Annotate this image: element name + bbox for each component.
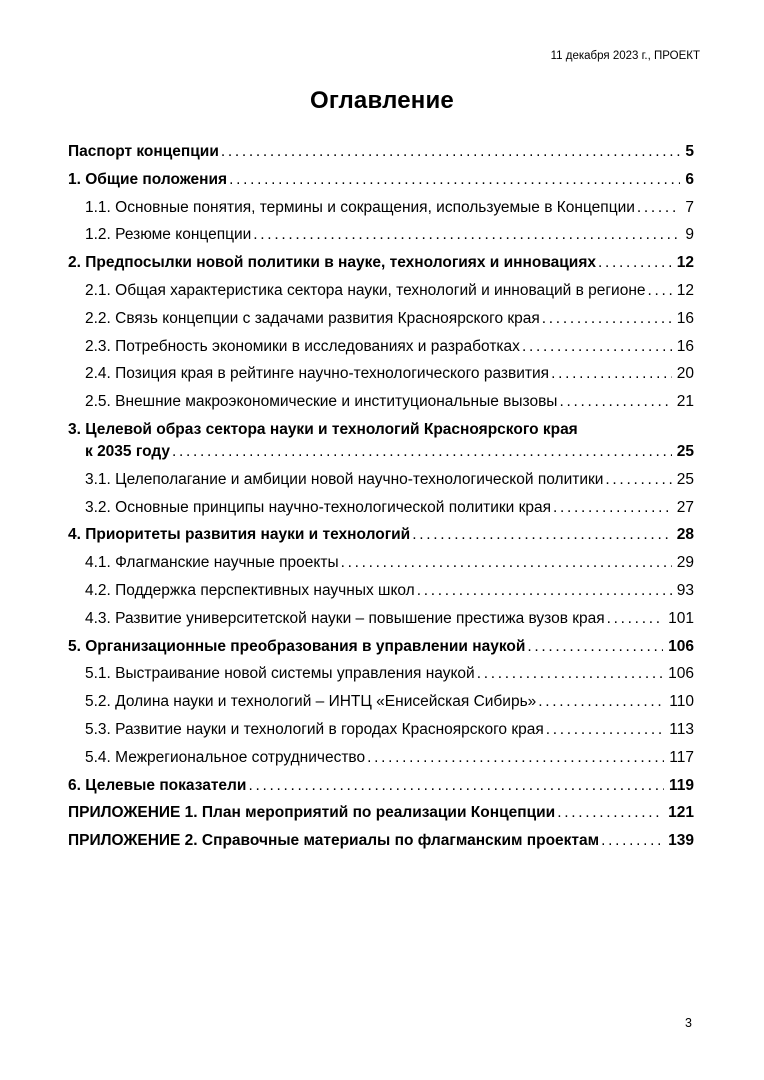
- toc-entry-label: ПРИЛОЖЕНИЕ 1. План мероприятий по реализации Концепции: [68, 804, 556, 822]
- toc-entry-page: 93: [676, 581, 694, 599]
- header-date: 11 декабря 2023 г., ПРОЕКТ: [550, 50, 700, 62]
- toc-entry[interactable]: [68, 252, 694, 273]
- toc-entry-page: 9: [685, 226, 694, 244]
- toc-entry-label: 1.1. Основные понятия, термины и сокращения, используемые в Концепции: [85, 198, 635, 216]
- toc-entry[interactable]: [68, 802, 694, 823]
- toc-dot-leader: [559, 391, 671, 412]
- toc-dot-leader: [477, 663, 663, 684]
- toc-entry-label: 1.2. Резюме концепции: [85, 226, 252, 244]
- toc-entry-label: 4.2. Поддержка перспективных научных школ: [85, 581, 415, 599]
- toc-dot-leader: [557, 802, 663, 823]
- toc-entry-page: 12: [676, 254, 694, 272]
- toc-entry-label: 4.3. Развитие университетской науки – повышение престижа вузов края: [85, 609, 605, 627]
- toc-entry-page: 20: [676, 365, 694, 383]
- toc-entry-label: к 2035 году: [85, 442, 171, 460]
- toc-entry-label: Паспорт концепции: [68, 143, 219, 160]
- toc-entry-label: 5.4. Межрегиональное сотрудничество: [85, 748, 366, 766]
- toc-dot-leader: [607, 608, 663, 629]
- toc-entry-page: 16: [676, 337, 694, 355]
- toc-entry-page: 25: [676, 470, 694, 488]
- toc-entry[interactable]: [68, 308, 694, 329]
- toc-entry-label: 4.1. Флагманские научные проекты: [85, 554, 339, 572]
- toc-entry-page: 27: [676, 498, 694, 516]
- toc-entry[interactable]: [68, 197, 694, 218]
- toc-entry-page: 21: [676, 393, 694, 411]
- toc-entry-label: 2.1. Общая характеристика сектора науки, технологий и инноваций в регионе: [85, 281, 646, 299]
- toc-dot-leader: [253, 224, 680, 245]
- toc-entry-label: 5.1. Выстраивание новой системы управления наукой: [85, 665, 475, 683]
- toc-entry-label: 5.2. Долина науки и технологий – ИНТЦ «Енисейская Сибирь»: [85, 693, 537, 711]
- toc-dot-leader: [538, 691, 664, 712]
- toc-entry[interactable]: [68, 608, 694, 629]
- toc-dot-leader: [527, 636, 663, 657]
- toc-entry-page: 5: [685, 143, 694, 160]
- toc-dot-leader: [648, 280, 672, 301]
- toc-entry-label: 2.4. Позиция края в рейтинге научно-технологического развития: [85, 365, 550, 383]
- toc-entry-label: 3.2. Основные принципы научно-технологической политики края: [85, 498, 552, 516]
- toc-dot-leader: [412, 524, 672, 545]
- toc-dot-leader: [551, 363, 672, 384]
- toc-dot-leader: [417, 580, 672, 601]
- toc-entry[interactable]: [68, 524, 694, 545]
- toc-entry-label: ПРИЛОЖЕНИЕ 2. Справочные материалы по флагманским проектам: [68, 832, 600, 850]
- toc-entry[interactable]: [68, 830, 694, 851]
- toc-entry-page: 12: [676, 281, 694, 299]
- toc-entry-label: 2.5. Внешние макроэкономические и институциональные вызовы: [85, 393, 558, 411]
- toc-dot-leader: [553, 497, 672, 518]
- toc-entry-label: 2.3. Потребность экономики в исследованиях и разработках: [85, 337, 520, 355]
- toc-entry-page: 139: [668, 832, 694, 850]
- toc-entry-page: 119: [668, 776, 694, 794]
- toc-dot-leader: [598, 252, 672, 273]
- toc-entry-page: 28: [676, 526, 694, 544]
- toc-dot-leader: [367, 747, 664, 768]
- toc-entry-page: 106: [668, 665, 694, 683]
- toc-entry-page: 117: [669, 748, 694, 766]
- toc-entry[interactable]: [68, 280, 694, 301]
- toc-entry-page: 101: [668, 609, 694, 627]
- footer-page-number: 3: [685, 1016, 692, 1030]
- toc-entry-label: 5. Организационные преобразования в управлении наукой: [68, 637, 526, 655]
- toc-entry[interactable]: [68, 169, 694, 190]
- toc-entry[interactable]: [68, 775, 694, 796]
- toc-dot-leader: [221, 141, 681, 162]
- toc-entry[interactable]: [68, 552, 694, 573]
- toc-entry[interactable]: [68, 719, 694, 740]
- toc-entry[interactable]: [68, 580, 694, 601]
- toc-dot-leader: [248, 775, 664, 796]
- toc-dot-leader: [341, 552, 672, 573]
- toc-entry-page: 25: [676, 442, 694, 460]
- page-title: Оглавление: [310, 87, 454, 114]
- toc-dot-leader: [172, 441, 672, 462]
- toc-entry-label: 1. Общие положения: [68, 170, 228, 188]
- toc-entry-label: 6. Целевые показатели: [68, 776, 247, 794]
- toc-entry[interactable]: [68, 224, 694, 245]
- toc-entry-label: 2. Предпосылки новой политики в науке, технологиях и инновациях: [68, 254, 596, 272]
- toc-dot-leader: [637, 197, 680, 218]
- toc-entry-page: 113: [669, 720, 694, 738]
- toc-entry-label: 4. Приоритеты развития науки и технологий: [68, 526, 411, 544]
- toc-entry-label: 5.3. Развитие науки и технологий в городах Красноярского края: [85, 720, 544, 738]
- toc-dot-leader: [546, 719, 665, 740]
- toc-entry-page: 29: [676, 554, 694, 572]
- toc-entry[interactable]: [68, 391, 694, 412]
- toc-entry[interactable]: [68, 469, 694, 490]
- toc-dot-leader: [229, 169, 680, 190]
- toc-entry[interactable]: [68, 419, 694, 440]
- toc-entry[interactable]: [68, 141, 694, 162]
- toc-entry[interactable]: [68, 636, 694, 657]
- toc-entry-label: 3.1. Целеполагание и амбиции новой научно-технологической политики: [85, 470, 604, 488]
- toc-entry[interactable]: [68, 497, 694, 518]
- toc-entry[interactable]: [68, 691, 694, 712]
- toc-entry-page: 16: [676, 309, 694, 327]
- toc-entry-page: 7: [685, 198, 694, 216]
- toc-entry-page: 106: [668, 637, 694, 655]
- toc-entry-label: 2.2. Связь концепции с задачами развития Красноярского края: [85, 309, 540, 327]
- toc-dot-leader: [522, 336, 672, 357]
- toc-entry[interactable]: [68, 663, 694, 684]
- toc-dot-leader: [605, 469, 671, 490]
- toc-entry-page: 110: [669, 693, 694, 711]
- toc-dot-leader: [601, 830, 663, 851]
- toc-entry-page: 6: [685, 170, 694, 188]
- toc-entry-label: 3. Целевой образ сектора науки и технологий Красноярского края: [68, 420, 578, 438]
- toc-entry[interactable]: [68, 363, 694, 384]
- toc-entry[interactable]: [68, 336, 694, 357]
- table-of-contents: [68, 141, 694, 858]
- toc-entry[interactable]: [68, 441, 694, 462]
- toc-entry[interactable]: [68, 747, 694, 768]
- toc-dot-leader: [542, 308, 672, 329]
- toc-entry-page: 121: [668, 804, 694, 822]
